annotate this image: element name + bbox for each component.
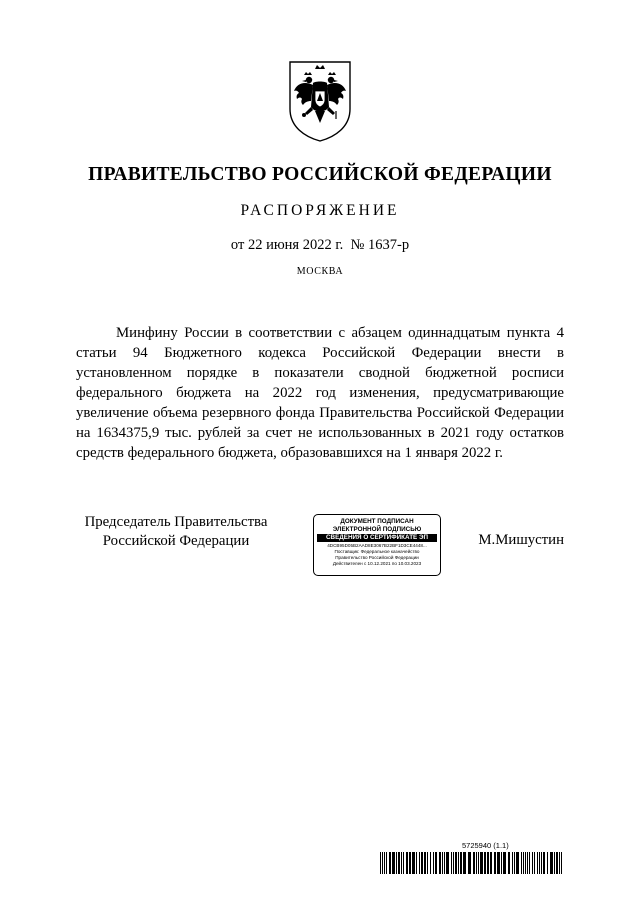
- barcode-bar: [497, 852, 500, 874]
- barcode-bar: [419, 852, 420, 874]
- stamp-validity: Действителен с 10.12.2021 по 10.03.2023: [332, 561, 422, 566]
- barcode-bar: [480, 852, 483, 874]
- barcode-bar: [503, 852, 506, 874]
- stamp-issuer-line1: Поставщик: Федеральное казначейство: [334, 549, 420, 554]
- barcode-bar: [529, 852, 530, 874]
- barcode-number: 5725940 (1.1): [462, 841, 509, 850]
- document-date-number: от 22 июня 2022 г. № 1637-р: [230, 237, 410, 253]
- barcode-bar: [527, 852, 528, 874]
- stamp-banner: СВЕДЕНИЯ О СЕРТИФИКАТЕ ЭП: [317, 534, 437, 542]
- barcode-bar: [386, 852, 387, 874]
- barcode-bar: [463, 852, 466, 874]
- barcode-bar: [460, 852, 462, 874]
- signatory-name: М.Мишустин: [478, 532, 564, 548]
- barcode-bar: [501, 852, 502, 874]
- barcode-bar: [554, 852, 555, 874]
- barcode-bar: [416, 852, 417, 874]
- organization-title: ПРАВИТЕЛЬСТВО РОССИЙСКОЙ ФЕДЕРАЦИИ: [88, 164, 552, 185]
- barcode-bar: [398, 852, 400, 874]
- barcode-bar: [512, 852, 513, 874]
- signatory-title-line2: Российской Федерации: [102, 533, 250, 549]
- barcode-bar: [442, 852, 443, 874]
- barcode-bar: [543, 852, 545, 874]
- barcode-bar: [446, 852, 449, 874]
- barcode-bar: [508, 852, 510, 874]
- barcode-bar: [556, 852, 558, 874]
- barcode-bar: [487, 852, 489, 874]
- barcode-bar: [435, 852, 437, 874]
- barcode-bar: [525, 852, 526, 874]
- barcode-bar: [455, 852, 457, 874]
- barcode-bar: [412, 852, 415, 874]
- document-type: РАСПОРЯЖЕНИЕ: [240, 202, 400, 219]
- barcode-bar: [396, 852, 397, 874]
- barcode-bar: [389, 852, 391, 874]
- barcode-bar: [444, 852, 445, 874]
- barcode-bar: [439, 852, 441, 874]
- barcode-bar: [494, 852, 496, 874]
- barcode-bar: [451, 852, 452, 874]
- barcode-bar: [380, 852, 381, 874]
- barcode-bar: [521, 852, 522, 874]
- stamp-issuer-line2: Правительство Российской Федерации: [335, 555, 419, 560]
- barcode-bar: [427, 852, 428, 874]
- barcode-bar: [384, 852, 385, 874]
- stamp-certificate: 4DCB95D05B2AAD8E3067B22BF1D3CE4448...: [327, 543, 427, 548]
- electronic-signature-stamp: [313, 514, 441, 576]
- barcode-icon: [380, 852, 564, 874]
- signatory-title-line1: Председатель Правительства: [84, 514, 268, 530]
- coat-of-arms-icon: [287, 59, 353, 143]
- stamp-line2: ЭЛЕКТРОННОЙ ПОДПИСЬЮ: [332, 525, 422, 533]
- barcode-bar: [559, 852, 560, 874]
- stamp-line1: ДОКУМЕНТ ПОДПИСАН: [340, 518, 414, 525]
- barcode-bar: [453, 852, 454, 874]
- barcode-bar: [392, 852, 395, 874]
- barcode-bar: [514, 852, 515, 874]
- barcode-bar: [478, 852, 479, 874]
- barcode-bar: [424, 852, 426, 874]
- barcode-bar: [541, 852, 542, 874]
- barcode-bar: [421, 852, 423, 874]
- signatory-title: [76, 513, 276, 551]
- barcode-bar: [537, 852, 538, 874]
- barcode-bar: [406, 852, 408, 874]
- barcode-bar: [468, 852, 471, 874]
- barcode-bar: [473, 852, 475, 874]
- city-label: МОСКВА: [296, 266, 344, 277]
- barcode-bar: [409, 852, 411, 874]
- barcode-bar: [458, 852, 459, 874]
- barcode-bar: [523, 852, 524, 874]
- barcode-bar: [561, 852, 562, 874]
- barcode-bar: [433, 852, 434, 874]
- barcode-bar: [550, 852, 553, 874]
- barcode-bar: [484, 852, 486, 874]
- barcode-bar: [532, 852, 533, 874]
- order-body-text: Минфину России в соответствии с абзацем одиннадцатым пункта 4 статьи 94 Бюджетного кодекса Российской Федерации внести в установленном порядке в показатели сводной бюджетной росписи федерального бюджета на 2022 год изменения, предусматривающие увеличение объема резервного фонда Правительства Российской Федерации на 1634375,9 тыс. рублей за счет не использованных в 2021 году остатков средств федерального бюджета, образовавшихся на 1 января 2022 г.: [76, 325, 564, 461]
- barcode-bar: [382, 852, 383, 874]
- barcode-bar: [401, 852, 402, 874]
- barcode-bar: [539, 852, 540, 874]
- barcode-bar: [516, 852, 519, 874]
- barcode-bar: [403, 852, 404, 874]
- barcode-bar: [534, 852, 535, 874]
- barcode-bar: [490, 852, 492, 874]
- barcode-bar: [476, 852, 477, 874]
- barcode-bar: [430, 852, 431, 874]
- barcode-bar: [547, 852, 548, 874]
